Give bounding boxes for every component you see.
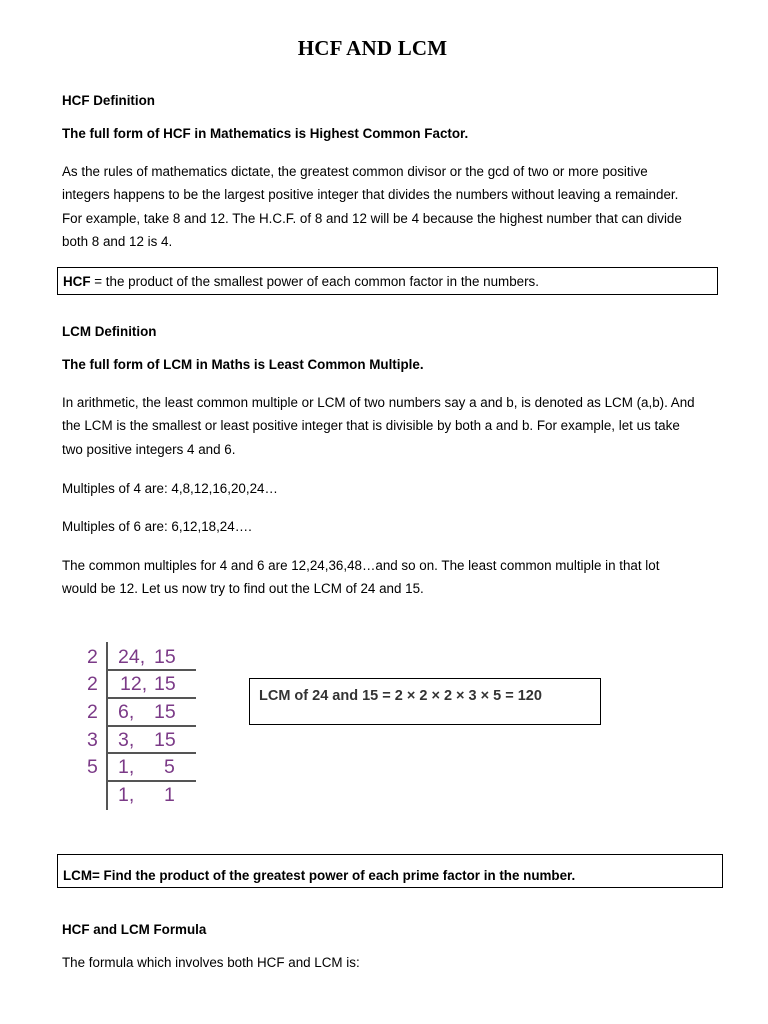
lcm-para-line: the LCM is the smallest or least positive integer that is divisible by both a and b. For example, let us take — [62, 418, 680, 434]
lcm-paragraph — [62, 391, 722, 461]
common-para-line: The common multiples for 4 and 6 are 12,24,36,48…and so on. The least common multiple in that lot — [62, 558, 660, 573]
ladder-divider — [107, 697, 196, 699]
ladder-divisor: 5 — [87, 756, 98, 778]
lcm-result-box — [249, 678, 601, 725]
lcm-result-text: LCM of 24 and 15 = 2 × 2 × 2 × 3 × 5 = 120 — [259, 688, 542, 704]
ladder-value-b: 15 — [154, 729, 176, 751]
hcf-para-line: both 8 and 12 is 4. — [62, 233, 173, 249]
ladder-divisor: 2 — [87, 673, 98, 695]
lcm-heading: LCM Definition — [62, 324, 157, 339]
ladder-value-a: 3, — [118, 729, 135, 751]
ladder-divider — [107, 780, 196, 782]
common-para-line: would be 12. Let us now try to find out the LCM of 24 and 15. — [62, 581, 424, 597]
page-title: HCF AND LCM — [297, 36, 448, 60]
ladder-value-b: 15 — [154, 646, 176, 668]
ladder-value-a: 1, — [118, 756, 135, 778]
lcm-rule-text: LCM= Find the product of the greatest power of each prime factor in the number. — [63, 867, 576, 883]
hcf-full-form: The full form of HCF in Mathematics is Highest Common Factor. — [62, 126, 469, 141]
ladder-divider — [107, 669, 196, 671]
formula-heading: HCF and LCM Formula — [62, 922, 207, 937]
ladder-value-b: 15 — [154, 673, 176, 695]
hcf-para-line: For example, take 8 and 12. The H.C.F. of 8 and 12 will be 4 because the highest number that can divide — [62, 210, 682, 226]
lcm-para-line: two positive integers 4 and 6. — [62, 441, 236, 457]
ladder-value-a: 6, — [118, 701, 135, 723]
multiples-of-4: Multiples of 4 are: 4,8,12,16,20,24… — [62, 481, 278, 496]
division-ladder — [84, 642, 214, 812]
ladder-divider — [107, 752, 196, 754]
hcf-rule-label: HCF — [63, 273, 91, 289]
lcm-full-form: The full form of LCM in Maths is Least Common Multiple. — [62, 357, 424, 372]
ladder-divider — [107, 725, 196, 727]
lcm-rule-box — [57, 854, 723, 888]
hcf-rule-text: = the product of the smallest power of each common factor in the numbers. — [90, 273, 539, 289]
formula-text: The formula which involves both HCF and LCM is: — [62, 955, 360, 970]
ladder-value-a: 12, — [120, 673, 148, 695]
hcf-para-line: integers happens to be the largest positive integer that divides the numbers without leaving a remainder. — [62, 187, 679, 203]
ladder-value-a: 1, — [118, 784, 135, 806]
hcf-paragraph — [62, 160, 722, 253]
ladder-divisor: 2 — [87, 701, 98, 723]
ladder-value-a: 24, — [118, 646, 146, 668]
hcf-para-line: As the rules of mathematics dictate, the greatest common divisor or the gcd of two or more positive — [62, 164, 648, 179]
common-multiples-paragraph — [62, 554, 722, 601]
lcm-para-line: In arithmetic, the least common multiple or LCM of two numbers say a and b, is denoted as LCM (a,b). And — [62, 395, 695, 410]
ladder-value-b: 15 — [154, 701, 176, 723]
ladder-divisor: 3 — [87, 729, 98, 751]
ladder-value-b: 5 — [164, 756, 175, 778]
ladder-value-b: 1 — [164, 784, 175, 806]
hcf-rule-box — [57, 267, 718, 295]
ladder-divisor: 2 — [87, 646, 98, 668]
hcf-heading: HCF Definition — [62, 93, 155, 108]
multiples-of-6: Multiples of 6 are: 6,12,18,24…. — [62, 519, 252, 534]
